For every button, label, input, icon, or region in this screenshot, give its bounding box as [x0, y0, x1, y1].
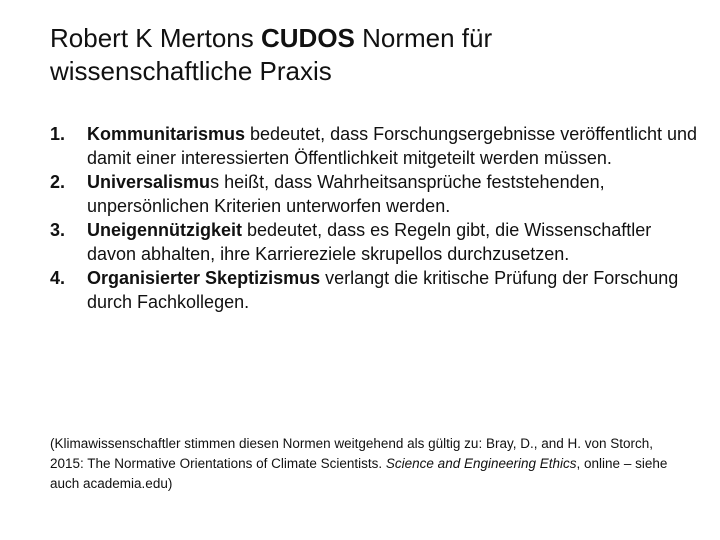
norm-description: bedeutet, dass es Regeln gibt, die Wissenschaftler davon abhalten, ihre Karriereziele skrupellos durchzusetzen.: [87, 220, 652, 264]
norm-number: 1.: [50, 124, 66, 144]
citation-journal: Science and Engineering Ethics: [385, 456, 577, 471]
norm-number: 3.: [50, 220, 66, 240]
norm-term: Kommunitarismus: [87, 124, 246, 144]
norm-description: heißt, dass Wahrheitsansprüche feststehenden, unpersönlichen Kriterien unterworfen werden.: [87, 172, 605, 216]
norm-number: 4.: [50, 268, 66, 288]
norm-item-4: [50, 266, 700, 314]
norm-description: verlangt die kritische Prüfung der Forschung durch Fachkollegen.: [87, 268, 679, 312]
title-cudos: CUDOS: [260, 23, 355, 53]
title-text-start: Robert K Mertons: [50, 23, 261, 53]
citation-text-end: , online – siehe auch academia.edu): [50, 456, 668, 491]
norm-item-2: [50, 170, 700, 218]
norm-term: Organisierter Skeptizismus: [87, 268, 321, 288]
norm-item-1: [50, 122, 700, 170]
norm-number: 2.: [50, 172, 66, 192]
citation-note: [50, 434, 680, 494]
norm-term: Uneigennützigkeit: [87, 220, 243, 240]
norm-term: Universalismu: [87, 172, 211, 192]
norm-term-suffix: s: [210, 172, 220, 192]
norm-description: bedeutet, dass Forschungsergebnisse veröffentlicht und damit einer interessierten Öffentlichkeit mitgeteilt werden müssen.: [87, 124, 697, 168]
slide-title: [50, 22, 690, 88]
norm-item-3: [50, 218, 700, 266]
citation-text: (Klimawissenschaftler stimmen diesen Normen weitgehend als gültig zu: Bray, D., and H. von Storch, 2015: The Normative Orientations of Climate Scientists.: [50, 436, 654, 471]
norms-list: [50, 122, 700, 314]
title-text-end: Normen für wissenschaftliche Praxis: [50, 23, 493, 86]
